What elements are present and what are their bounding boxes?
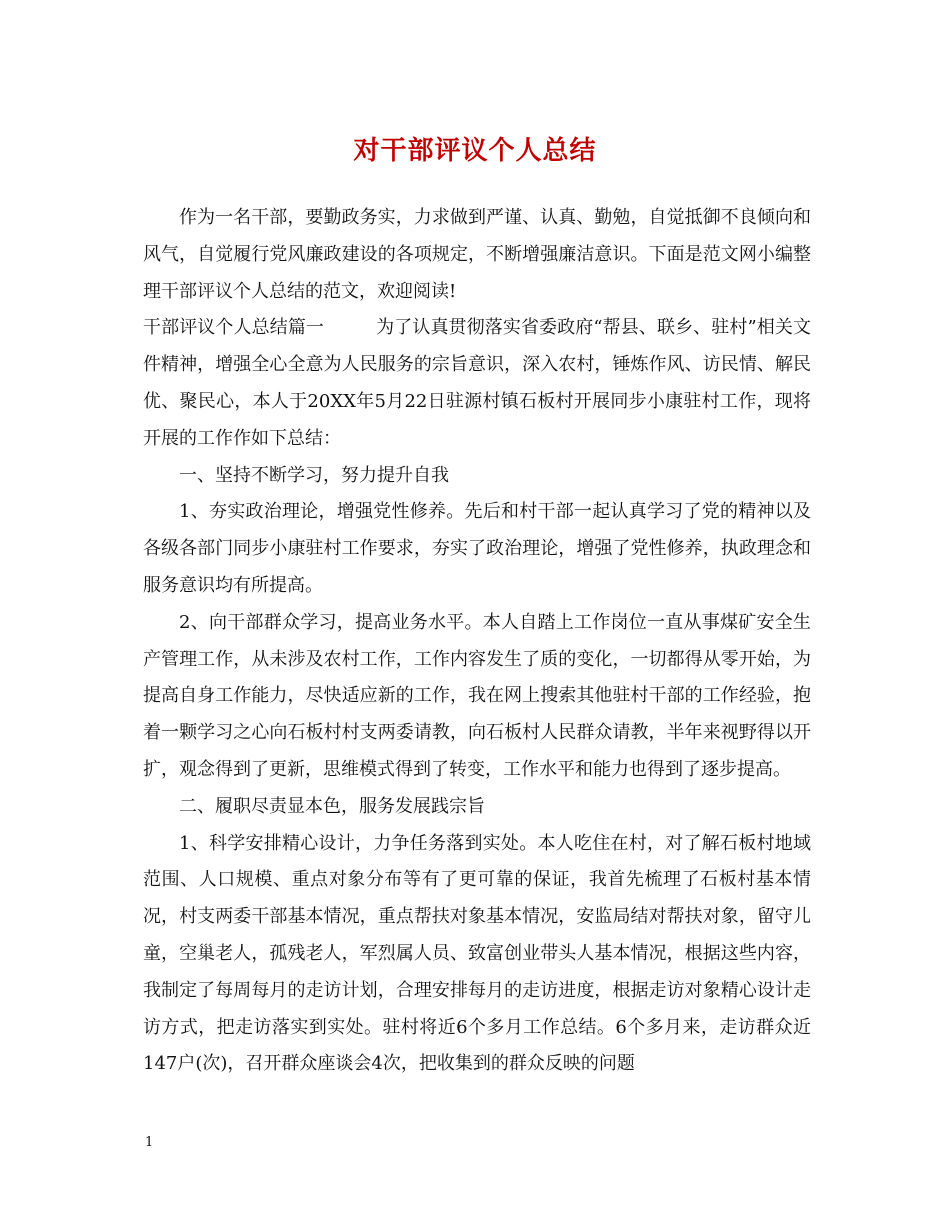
paragraph-two: 2、向干部群众学习，提高业务水平。本人自踏上工作岗位一直从事煤矿安全生产管理工作，从未涉及农村工作，工作内容发生了质的变化，一切都得从零开始，为提高自身工作能力，尽快适应新的工作，我在网上搜索其他驻村干部的工作经验，抱着一颗学习之心向石板村村支两委请教，向石板村人民群众请教，半年来视野得以开扩，观念得到了更新，思维模式得到了转变，工作水平和能力也得到了逐步提高。 (143, 611, 811, 780)
heading-one: 一、坚持不断学习，努力提升自我 (179, 464, 449, 486)
paragraph-three: 1、科学安排精心设计，力争任务落到实处。本人吃住在村，对了解石板村地域范围、人口规模、重点对象分布等有了更可靠的保证，我首先梳理了石板村基本情况，村支两委干部基本情况，重点帮扶对象基本情况，安监局结对帮扶对象，留守儿童，空巢老人，孤残老人，军烈属人员、致富创业带头人基本情况，根据这些内容，我制定了每周每月的走访计划，合理安排每月的走访进度，根据走访对象精心设计走访方式，把走访落实到实处。驻村将近6个多月工作总结。6个多月来，走访群众近147户(次)，召开群众座谈会4次，把收集到的群众反映的问题 (143, 832, 811, 1075)
document-body (143, 200, 811, 1083)
paragraph-one: 1、夯实政治理论，增强党性修养。先后和村干部一起认真学习了党的精神以及各级各部门同步小康驻村工作要求，夯实了政治理论，增强了党性修养，执政理念和服务意识均有所提高。 (143, 501, 811, 596)
intro-paragraph: 作为一名干部，要勤政务实，力求做到严谨、认真、勤勉，自觉抵御不良倾向和风气，自觉履行党风廉政建设的各项规定，不断增强廉洁意识。下面是范文网小编整理干部评议个人总结的范文，欢迎阅读! (143, 207, 811, 302)
heading-two: 二、履职尽责显本色，服务发展践宗旨 (179, 795, 485, 817)
section-one-label: 干部评议个人总结篇一 (143, 317, 325, 339)
document-title: 对干部评议个人总结 (353, 136, 597, 166)
section-one-paragraph (143, 310, 811, 457)
page-number: 1 (145, 1135, 154, 1150)
section-one-opening: 为了认真贯彻落实省委政府“帮县、联乡、驻村”相关文件精神，增强全心全意为人民服务的宗旨意识，深入农村，锤炼作风、访民情、解民优、聚民心，本人于20XX年5月22日驻源村镇石板村开展同步小康驻村工作，现将开展的工作作如下总结： (143, 317, 812, 449)
